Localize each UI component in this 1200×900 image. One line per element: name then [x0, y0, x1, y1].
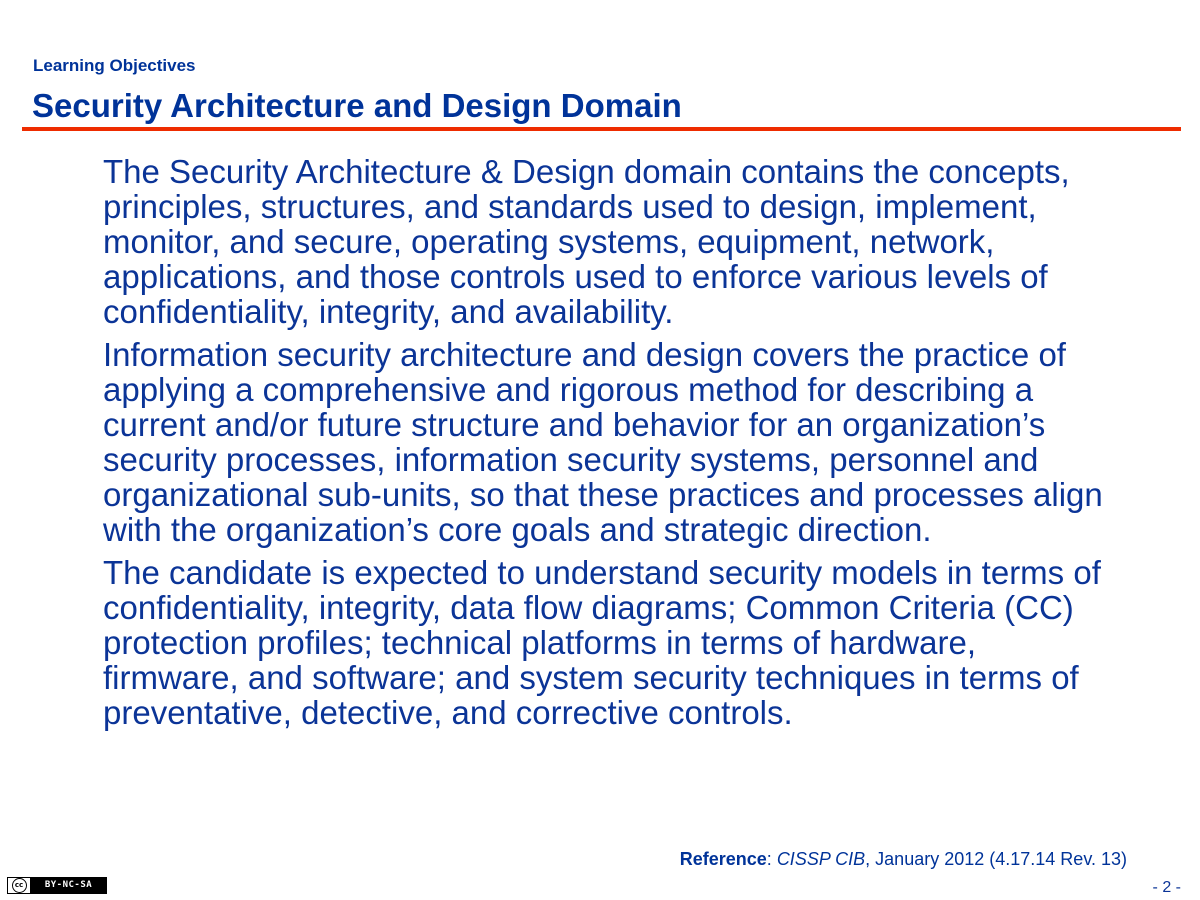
license-text: BY-NC-SA [31, 878, 106, 893]
slide-body [103, 154, 1113, 738]
body-paragraph: The candidate is expected to understand security models in terms of confidentiality, integrity, data flow diagrams; Common Criteria (CC) protection profiles; technical platforms in terms of hardware, firmware, and software; and system security techniques in terms of preventative, detective, and corrective controls. [103, 554, 1101, 731]
title-divider [22, 127, 1181, 131]
cc-license-badge [7, 877, 107, 894]
cc-circle: cc [12, 878, 27, 893]
reference-source: CISSP CIB [776, 849, 866, 869]
page-number: - 2 - [1152, 879, 1181, 896]
body-paragraph: Information security architecture and design covers the practice of applying a comprehensive and rigorous method for describing a current and/or future structure and behavior for an organization’s security processes, information security systems, personnel and organizational sub-units, so that these practices and processes align with the organization’s core goals and strategic direction. [103, 336, 1103, 548]
reference-label: Reference [679, 849, 767, 869]
slide-title: Security Architecture and Design Domain [32, 87, 682, 124]
section-label: Learning Objectives [33, 56, 196, 75]
cc-logo-icon [8, 878, 31, 893]
reference-details: , January 2012 (4.17.14 Rev. 13) [865, 849, 1127, 869]
body-paragraph: The Security Architecture & Design domain contains the concepts, principles, structures, and standards used to design, implement, monitor, and secure, operating systems, equipment, network, applications, and those controls used to enforce various levels of confidentiality, integrity, and availability. [103, 153, 1070, 330]
reference-separator: : [766, 849, 777, 869]
reference-note [680, 849, 1127, 870]
